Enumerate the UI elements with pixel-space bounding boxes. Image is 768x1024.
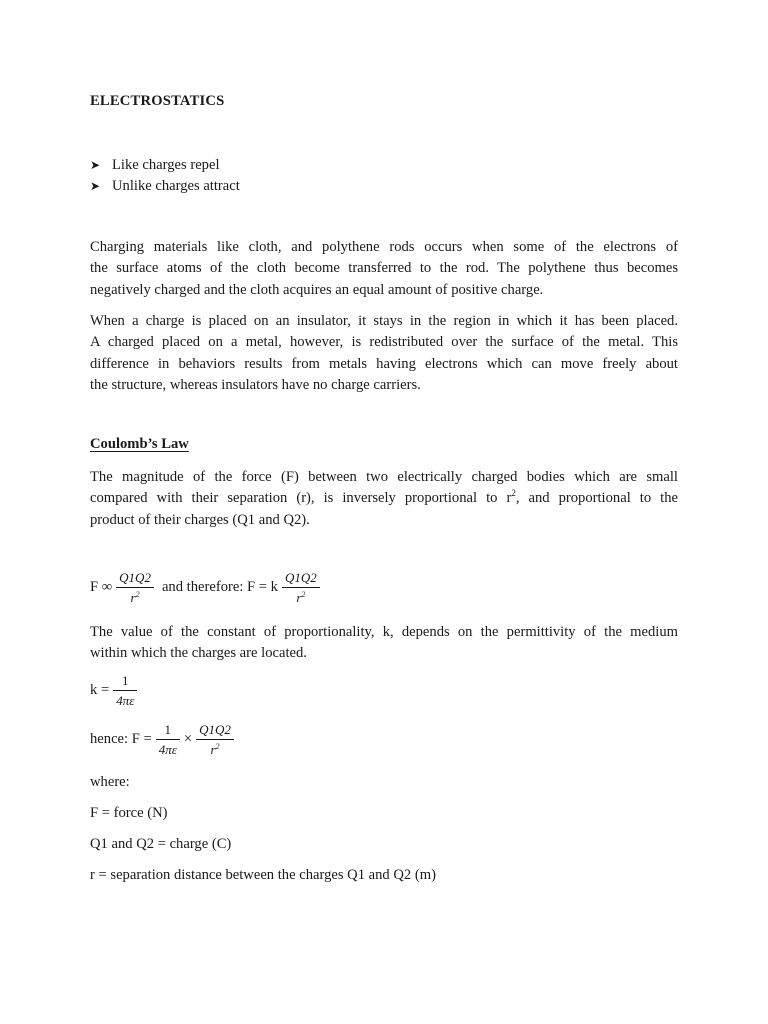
proportionality-equation: [90, 571, 324, 604]
bullet-list: [90, 155, 240, 197]
charging-paragraph: [90, 237, 678, 301]
bullet-item: [90, 176, 240, 197]
paragraph-line: The value of the constant of proportionality, k, depends on the permittivity of the medium: [90, 624, 678, 640]
paragraph-line: A charged placed on a metal, however, is redistributed over the surface of the metal. This: [90, 334, 678, 351]
fraction: [282, 571, 320, 604]
document-page: [90, 0, 678, 1024]
definition-force: F = force (N): [90, 805, 168, 821]
paragraph-text: , and proportional to the: [515, 490, 678, 507]
definition-charge: Q1 and Q2 = charge (C): [90, 836, 232, 852]
arrowhead-bullet-icon: ➤: [90, 158, 101, 172]
equation-lhs: hence: F =: [90, 731, 152, 747]
bullet-text: Like charges repel: [112, 157, 220, 173]
denominator-base: r: [210, 742, 216, 757]
fraction-denominator: [207, 740, 222, 756]
paragraph-line: [90, 488, 678, 509]
equation-lhs: k =: [90, 682, 110, 698]
fraction: [156, 723, 180, 756]
paragraph-line: within which the charges are located.: [90, 645, 307, 662]
fraction-denominator: [128, 588, 143, 604]
fraction-numerator: Q1Q2: [119, 570, 151, 585]
equation-text: and therefore: F = k: [161, 579, 278, 595]
fraction-denominator: [293, 588, 308, 604]
paragraph-line: the surface atoms of the cloth become transferred to the rod. The polythene thus becomes: [90, 260, 678, 277]
paragraph-line: The magnitude of the force (F) between two electrically charged bodies which are small: [90, 469, 678, 485]
denominator-base: r: [296, 590, 302, 605]
fraction: [113, 674, 137, 707]
fraction: [196, 723, 234, 756]
superscript: 2: [135, 590, 140, 599]
fraction: [116, 571, 154, 604]
coulomb-force-equation: [90, 723, 238, 756]
paragraph-line: Charging materials like cloth, and polythene rods occurs when some of the electrons of: [90, 239, 678, 255]
superscript: 2: [215, 742, 220, 751]
paragraph-line: difference in behaviors results from metals having electrons which can move freely about: [90, 355, 678, 372]
coulombs-law-heading: Coulomb’s Law: [90, 436, 189, 452]
coulomb-paragraph: [90, 467, 678, 531]
fraction-numerator: Q1Q2: [199, 722, 231, 737]
equation-lhs: F ∞: [90, 579, 113, 595]
paragraph-text: compared with their separation (r), is inversely proportional to r: [90, 490, 512, 507]
fraction-denominator: 4πε: [116, 693, 135, 708]
k-equation: [90, 674, 141, 707]
definition-separation: r = separation distance between the charges Q1 and Q2 (m): [90, 867, 436, 883]
superscript: 2: [301, 590, 306, 599]
arrowhead-bullet-icon: ➤: [90, 179, 101, 193]
superscript: 2: [511, 488, 516, 499]
document-title: ELECTROSTATICS: [90, 93, 225, 109]
paragraph-line: When a charge is placed on an insulator, it stays in the region in which it has been placed.: [90, 313, 678, 329]
paragraph-line: negatively charged and the cloth acquires an equal amount of positive charge.: [90, 281, 544, 298]
bullet-text: Unlike charges attract: [112, 178, 240, 194]
fraction-numerator: 1: [164, 722, 172, 737]
fraction-denominator: 4πε: [158, 742, 177, 757]
fraction-numerator: Q1Q2: [284, 570, 317, 585]
where-label: where:: [90, 774, 130, 790]
constant-paragraph: [90, 622, 678, 665]
insulator-paragraph: [90, 311, 678, 396]
paragraph-line: the structure, whereas insulators have no charge carriers.: [90, 376, 421, 393]
denominator-base: r: [130, 590, 136, 605]
multiply-sign: ×: [183, 731, 193, 747]
fraction-numerator: 1: [122, 673, 129, 688]
paragraph-line: product of their charges (Q1 and Q2).: [90, 511, 310, 528]
bullet-item: [90, 155, 240, 176]
